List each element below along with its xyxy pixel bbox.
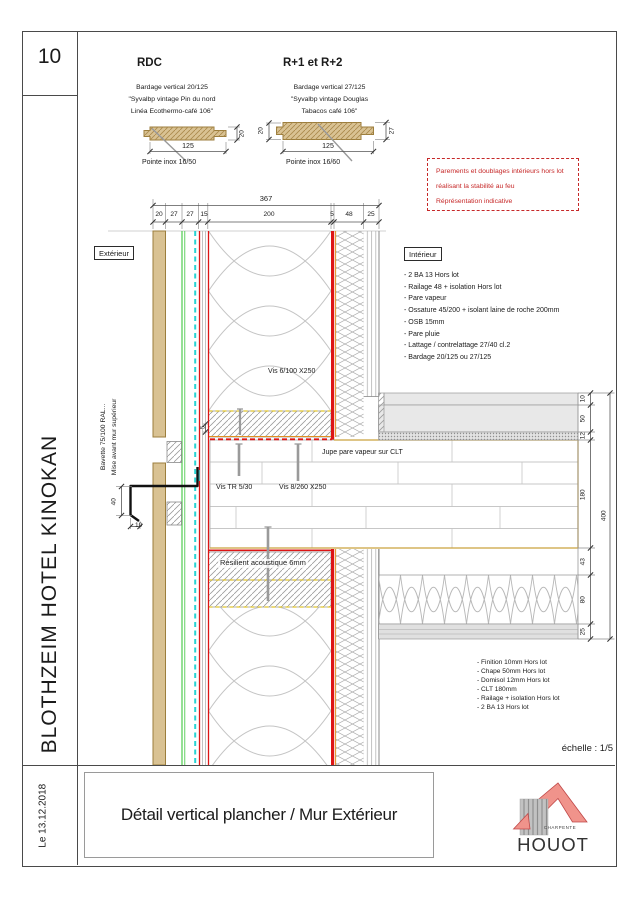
rdc-board-thickness-dim: 20 (238, 130, 246, 138)
wall-layer-list (404, 270, 559, 364)
sheet-number: 10 (37, 45, 62, 68)
resilient-label: Résilient acoustique 6mm (220, 558, 306, 567)
logo-tagline: CHARPENTE (543, 825, 577, 830)
dim-right-2: 12 (579, 432, 587, 440)
dim-right-4: 43 (579, 558, 587, 566)
dim-top-2: 27 (186, 211, 194, 218)
wall-layer-item: - Pare vapeur (404, 295, 447, 303)
r12-board-width-dim: 125 (322, 143, 334, 150)
vis-6100-label: Vis 6/100 X250 (268, 368, 316, 375)
wall-layer-item: - 2 BA 13 Hors lot (404, 272, 459, 279)
rdc-fastener: Pointe inox 16/50 (142, 159, 197, 166)
dim-bavette-height: 40 (110, 497, 118, 505)
floor-layer-item: - CLT 180mm (477, 686, 517, 693)
wall-layer-item: - Lattage / contrelattage 27/40 cl.2 (404, 342, 511, 350)
floor-layer-item: - Railage + isolation Hors lot (477, 695, 560, 702)
sheet-title: Détail vertical plancher / Mur Extérieur (120, 805, 398, 825)
wall-layer-item: - Bardage 20/125 ou 27/125 (404, 353, 492, 361)
dim-top-7: 25 (367, 211, 375, 218)
dim-top-total: 367 (259, 194, 273, 203)
dim-top-5: 5 (330, 211, 334, 218)
vis-8260-label: Vis 8/260 X250 (279, 484, 327, 491)
r12-desc-2: "Syvalbp vintage Douglas (290, 96, 369, 103)
dim-top-4: 200 (263, 211, 275, 218)
floor-layer-item: - Domisol 12mm Hors lot (477, 677, 550, 684)
dim-top-0: 20 (155, 211, 163, 218)
dim-top-1: 27 (170, 211, 178, 218)
floor-layer-item: - Chape 50mm Hors lot (477, 668, 546, 675)
project-name: BLOTHZEIM HOTEL KINOKAN (37, 434, 61, 754)
r12-heading: R+1 et R+2 (283, 57, 343, 69)
interior-label: Intérieur (404, 247, 442, 261)
floor-layer-item: - 2 BA 13 Hors lot (477, 704, 529, 711)
wall-layer-item: - Ossature 45/200 + isolant laine de roche 200mm (404, 307, 560, 315)
r12-desc-3: Tabacos café 106" (301, 108, 358, 115)
dim-right-3: 180 (579, 488, 587, 500)
wall-layer-item: - Pare pluie (404, 330, 440, 338)
notice-line-1: Parements et doublages intérieurs hors lot (436, 168, 564, 175)
rdc-board-width-dim: 125 (182, 143, 194, 150)
notice-box (427, 158, 579, 211)
dim-top-6: 48 (345, 211, 353, 218)
dim-right-5: 80 (579, 595, 587, 603)
r12-groove-thickness-dim: 20 (257, 127, 265, 135)
sheet-number-cell-divider (22, 95, 77, 96)
floor-layer-item: - Finition 10mm Hors lot (477, 659, 547, 666)
vis-tr-label: Vis TR 5/30 (216, 484, 253, 491)
floor-layer-list (477, 658, 560, 712)
scale-label: échelle : 1/5 (561, 743, 613, 754)
rdc-desc-3: Linéa Ecothermo-café 106" (130, 108, 214, 115)
jupe-label: Jupe pare vapeur sur CLT (322, 449, 403, 456)
logo-company: HOUOT (517, 834, 589, 855)
dim-plate-gap: 5 (200, 425, 207, 430)
left-strip-divider (77, 31, 78, 865)
dim-top-3: 15 (200, 211, 208, 218)
dim-bavette-offset: 10 (135, 522, 143, 529)
dim-right-1: 50 (579, 414, 587, 422)
bavette-label-1: Bavette 75/100 RAL... (100, 403, 108, 471)
dim-right-total: 400 (599, 510, 607, 522)
rdc-desc-1: Bardage vertical 20/125 (136, 84, 208, 91)
titleblock-divider (22, 765, 615, 766)
sheet-date: Le 13.12.2018 (37, 783, 49, 848)
bavette-label-2: Mise avant mur supérieur (111, 398, 119, 476)
wall-layer-item: - OSB 15mm (404, 318, 445, 326)
rdc-heading: RDC (137, 57, 162, 69)
wall-layer-item: - Railage 48 + isolation Hors lot (404, 283, 502, 291)
rdc-desc-2: "Syvalbp vintage Pin du nord (128, 96, 216, 103)
notice-line-3: Réprésentation indicative (436, 198, 513, 205)
r12-desc-1: Bardage vertical 27/125 (293, 84, 366, 91)
exterior-label: Extérieur (94, 246, 134, 260)
title-box (84, 772, 434, 858)
r12-fastener: Pointe inox 16/60 (286, 159, 341, 166)
notice-line-2: réalisant la stabilité au feu (436, 183, 515, 190)
dim-right-6: 25 (579, 627, 587, 635)
dim-right-0: 10 (579, 395, 587, 403)
r12-board-thickness-dim: 27 (388, 127, 396, 135)
